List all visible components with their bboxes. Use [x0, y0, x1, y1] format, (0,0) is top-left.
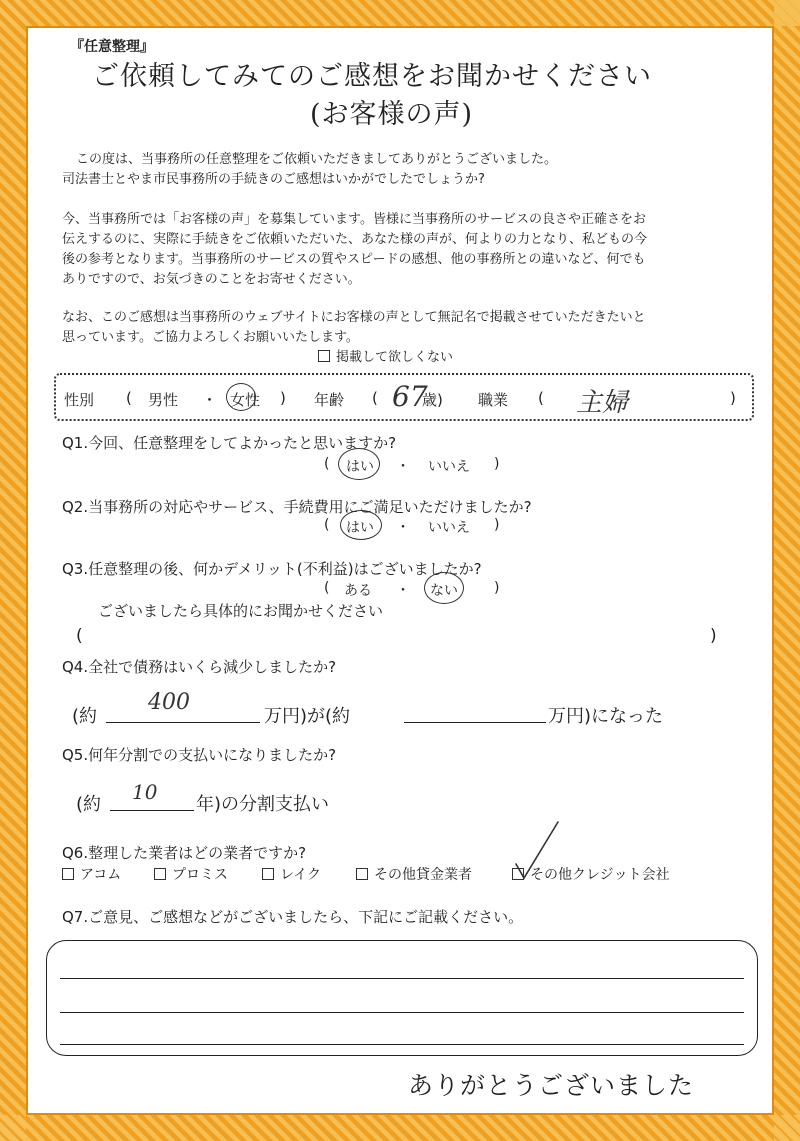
- intro-line: 後の参考となります。当事務所のサービスの質やスピードの感想、他の事務所との違いなど、何でも: [62, 252, 646, 267]
- q6-text: Q6.整理した業者はどの業者ですか?: [62, 844, 307, 862]
- q6-checkbox[interactable]: [356, 868, 368, 880]
- age-paren-open: (: [372, 389, 378, 407]
- q5-text: Q5.何年分割での支払いになりましたか?: [62, 746, 337, 764]
- q3-paren-open: (: [324, 580, 330, 596]
- q2-yes[interactable]: はい: [346, 520, 374, 536]
- job-value[interactable]: 主婦: [576, 388, 629, 418]
- q4-text: Q4.全社で債務はいくら減少しましたか?: [62, 658, 337, 676]
- no-publish-label: 掲載して欲しくない: [336, 350, 454, 365]
- q1-yes-selected-mark: [338, 448, 380, 480]
- q3-text: Q3.任意整理の後、何かデメリット(不利益)はございましたか?: [62, 560, 482, 578]
- page-subtitle: (お客様の声): [310, 99, 474, 130]
- gender-paren-close: ): [280, 389, 286, 407]
- gender-paren-open: (: [126, 389, 132, 407]
- q3-detail-paren-open: (: [76, 626, 83, 646]
- q1-text: Q1.今回、任意整理をしてよかったと思いますか?: [62, 434, 397, 452]
- age-unit: 歳): [422, 391, 443, 409]
- gender-separator: ・: [202, 391, 218, 409]
- q6-checkbox[interactable]: [62, 868, 74, 880]
- q1-yes[interactable]: はい: [346, 459, 374, 475]
- border-pattern-top: [0, 0, 800, 26]
- q2-text: Q2.当事務所の対応やサービス、手続費用にご満足いただけましたか?: [62, 498, 532, 516]
- intro-line: 伝えするのに、実際に手続きをご依頼いただいた、あなた様の声が、何よりの力となり、私どもの今: [62, 232, 648, 247]
- q4-middle: 万円)が(約: [264, 706, 351, 727]
- intro-line: なお、このご感想は当事務所のウェブサイトにお客様の声として無記名で掲載させていただきたいと: [62, 310, 646, 325]
- intro-line: 思っています。ご協力よろしくお願いいたします。: [62, 330, 359, 345]
- q2-yes-selected-mark: [340, 510, 382, 540]
- age-label: 年齢: [314, 391, 345, 409]
- q1-paren-close: ): [494, 456, 500, 472]
- q3-no-selected-mark: [424, 572, 464, 604]
- job-paren-close: ): [730, 389, 736, 407]
- border-pattern-right: [774, 0, 800, 1141]
- q1-paren-open: (: [324, 456, 330, 472]
- q2-separator: ・: [396, 520, 410, 536]
- q1-separator: ・: [396, 459, 410, 475]
- q3-no[interactable]: ない: [430, 583, 458, 599]
- q3-paren-close: ): [494, 580, 500, 596]
- q3-detail-paren-close: ): [710, 626, 717, 646]
- intro-line: ありですので、お気づきのことをお寄せください。: [62, 272, 361, 287]
- q4-amount-after-field[interactable]: [404, 698, 546, 723]
- intro-line: 司法書士とやま市民事務所の手続きのご感想はいかがでしたでしょうか?: [62, 172, 485, 187]
- q6-option-label: その他貸金業者: [374, 867, 472, 883]
- q3-yes[interactable]: ある: [344, 583, 372, 599]
- q3-detail-prompt: ございましたら具体的にお聞かせください: [98, 602, 384, 620]
- comment-line: [60, 978, 744, 979]
- border-pattern-bottom: [0, 1115, 800, 1141]
- q2-paren-open: (: [324, 517, 330, 533]
- job-paren-open: (: [538, 389, 544, 407]
- age-value[interactable]: 67: [392, 380, 428, 413]
- q2-paren-close: ): [494, 517, 500, 533]
- job-label: 職業: [478, 391, 509, 409]
- no-publish-checkbox[interactable]: [318, 350, 330, 362]
- q1-no[interactable]: いいえ: [428, 459, 470, 475]
- q6-option-acom[interactable]: [62, 864, 121, 884]
- comment-box[interactable]: [46, 940, 758, 1056]
- page-title: ご依頼してみてのご感想をお聞かせください: [92, 61, 652, 92]
- q7-text: Q7.ご意見、ご感想などがございましたら、下記にご記載ください。: [62, 908, 524, 926]
- q6-checkbox[interactable]: [262, 868, 274, 880]
- gender-female[interactable]: 女性: [230, 391, 261, 409]
- q6-option-label: その他クレジット会社: [530, 867, 670, 883]
- q6-option-promise[interactable]: [154, 864, 228, 884]
- q6-option-label: レイク: [280, 867, 322, 883]
- thanks-text: ありがとうございました: [408, 1071, 695, 1100]
- category-tag: 『任意整理』: [70, 39, 154, 55]
- q6-check-mark-icon: [512, 818, 562, 880]
- q4-suffix: 万円)になった: [548, 706, 664, 727]
- q6-option-lake[interactable]: [262, 864, 321, 884]
- q6-checkbox[interactable]: [154, 868, 166, 880]
- gender-label: 性別: [64, 391, 95, 409]
- gender-male[interactable]: 男性: [148, 391, 179, 409]
- intro-line: この度は、当事務所の任意整理をご依頼いただきましてありがとうございました。: [76, 152, 558, 167]
- q5-years: 10: [132, 780, 158, 804]
- q4-prefix: (約: [72, 706, 98, 727]
- no-publish-option[interactable]: [318, 348, 453, 368]
- female-selected-mark: [226, 383, 256, 411]
- intro-line: 今、当事務所では「お客様の声」を募集しています。皆様に当事務所のサービスの良さや正確さをお: [62, 212, 646, 227]
- q3-separator: ・: [396, 583, 410, 599]
- q5-prefix: (約: [76, 794, 102, 815]
- comment-line: [60, 1044, 744, 1045]
- comment-line: [60, 1012, 744, 1013]
- q6-option-label: アコム: [80, 867, 122, 883]
- q5-suffix: 年)の分割支払い: [196, 794, 330, 815]
- q6-option-label: プロミス: [172, 867, 228, 883]
- border-pattern-left: [0, 0, 26, 1141]
- q4-amount-before: 400: [148, 690, 190, 715]
- q6-option-other-lender[interactable]: [356, 864, 472, 884]
- q2-no[interactable]: いいえ: [428, 520, 470, 536]
